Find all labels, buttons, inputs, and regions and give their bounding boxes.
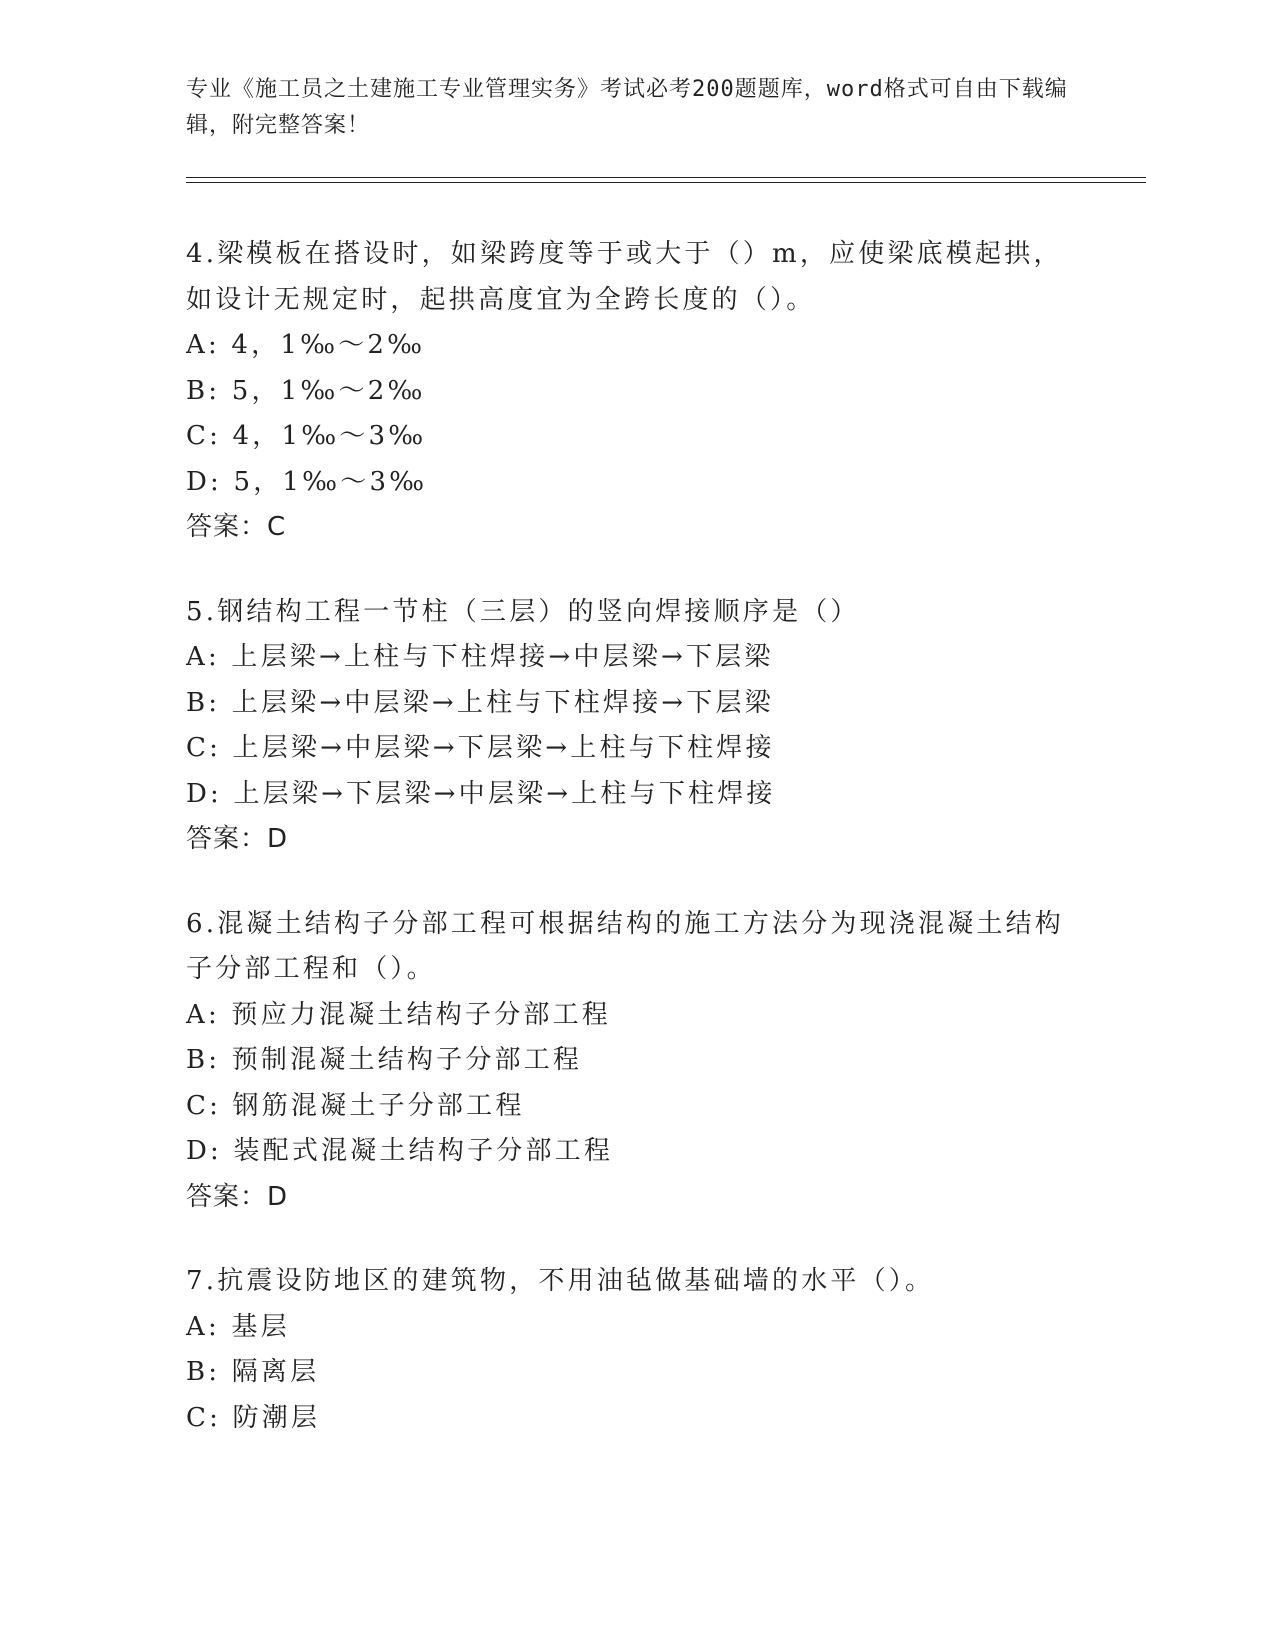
option-b: B: 隔离层 [186, 1357, 320, 1387]
option-d: D: 上层梁→下层梁→中层梁→上柱与下柱焊接 [186, 778, 776, 809]
option-c: C: 上层梁→中层梁→下层梁→上柱与下柱焊接 [186, 733, 775, 763]
option-b: B: 预制混凝土结构子分部工程 [186, 1045, 583, 1075]
option-d: D: 5，1‰～3‰ [186, 466, 428, 497]
answer-label: 答案：D [186, 1181, 289, 1212]
option-b: B: 5，1‰～2‰ [186, 375, 426, 406]
question-4 [186, 232, 1086, 551]
header-divider-top [186, 177, 1146, 178]
question-6 [186, 902, 1086, 1221]
answer-label: 答案：C [186, 512, 287, 542]
option-a: A: 上层梁→上柱与下柱焊接→中层梁→下层梁 [186, 642, 774, 672]
question-text: 4.梁模板在搭设时，如梁跨度等于或大于（）m，应使梁底模起拱，如设计无规定时，起拱高度宜为全跨长度的（）。 [186, 239, 1063, 315]
header-divider-bottom [186, 182, 1146, 183]
option-a: A: 4，1‰～2‰ [186, 330, 426, 360]
question-5 [186, 590, 1086, 863]
option-b: B: 上层梁→中层梁→上柱与下柱焊接→下层梁 [186, 687, 774, 718]
question-text: 7.抗震设防地区的建筑物，不用油毡做基础墙的水平（）。 [186, 1266, 935, 1296]
option-d: D: 装配式混凝土结构子分部工程 [186, 1136, 614, 1166]
question-text: 5.钢结构工程一节柱（三层）的竖向焊接顺序是（） [186, 596, 860, 627]
answer-label: 答案：D [186, 824, 289, 854]
option-c: C: 4，1‰～3‰ [186, 421, 427, 451]
question-list [186, 232, 1086, 1480]
option-c: C: 钢筋混凝土子分部工程 [186, 1090, 525, 1121]
option-c: C: 防潮层 [186, 1402, 321, 1433]
option-a: A: 基层 [186, 1311, 290, 1342]
document-header: 专业《施工员之土建施工专业管理实务》考试必考200题题库，word格式可自由下载编辑，附完整答案！ [186, 77, 1068, 138]
option-a: A: 预应力混凝土结构子分部工程 [186, 999, 612, 1030]
question-text: 6.混凝土结构子分部工程可根据结构的施工方法分为现浇混凝土结构子分部工程和（）。 [186, 908, 1065, 984]
question-7 [186, 1259, 1086, 1441]
